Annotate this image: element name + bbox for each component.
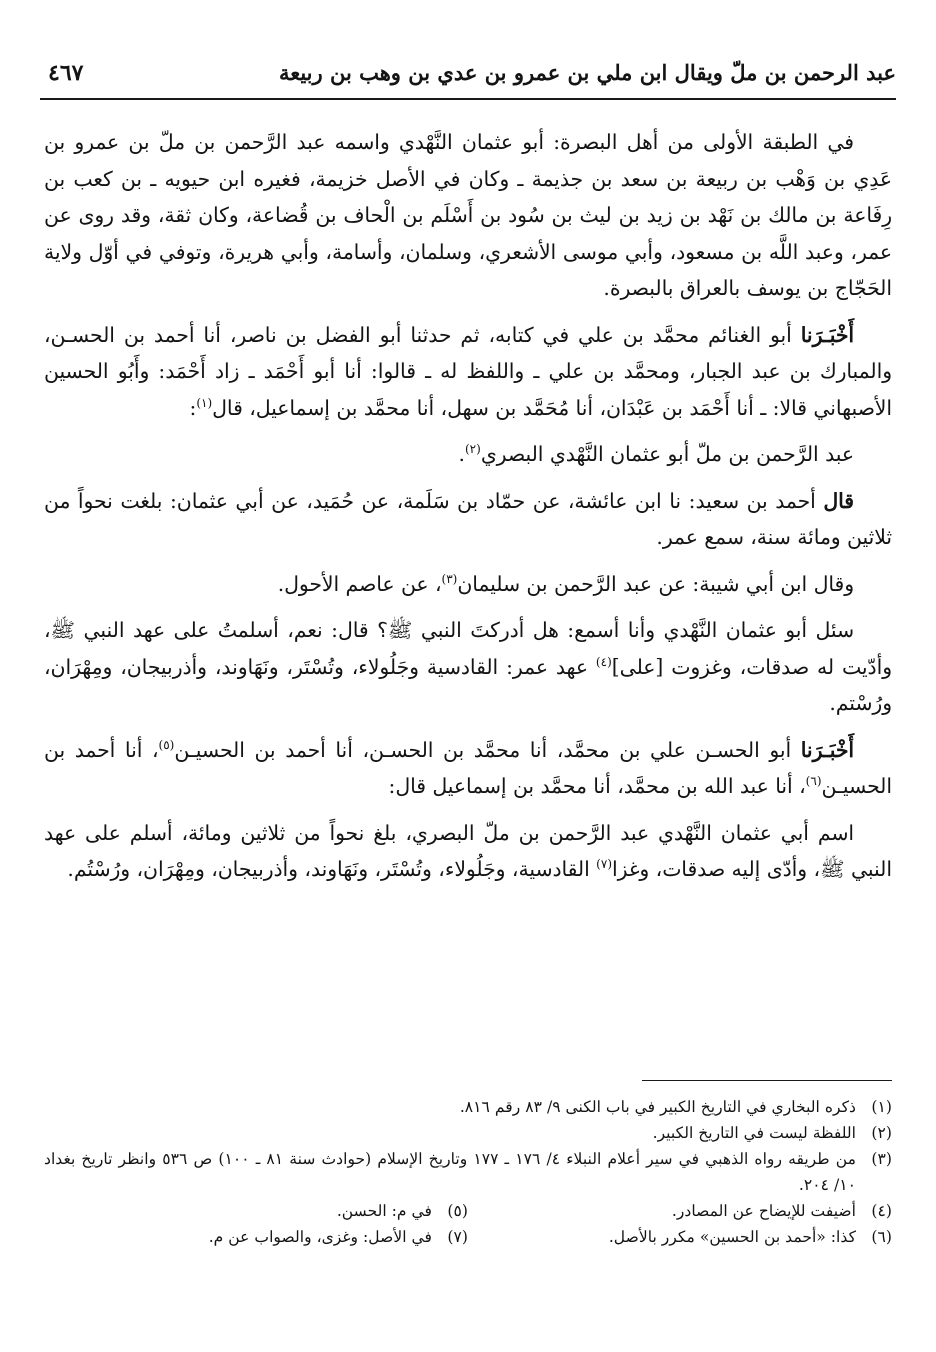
footnote-number: (٤) xyxy=(871,1202,892,1220)
footnote-number: (٢) xyxy=(871,1124,892,1142)
paragraph-text: في الطبقة الأولى من أهل البصرة: أبو عثمان النَّهْدي واسمه عبد الرَّحمن بن ملّ بن عمرو بن عَدِي بن وَهْب بن ربيعة بن سعد بن جذيمة ـ وكان في الأصل خزيمة، فغيره ابن حيويه ـ بن كعب بن رِفَاعة بن مالك بن نَهْد بن زيد بن ليث بن سُود بن أَسْلَم بن الْحاف بن قُضاعة، وكان ثقة، وقد روى عن عمر، وعبد اللَّه بن مسعود، وأبي موسى الأشعري، وسلمان، وأسامة، وأبي هريرة، وتوفي في أوّل ولاية الحَجّاج بن يوسف بالعراق بالبصرة. xyxy=(44,130,892,300)
footnote-ref[interactable]: (٧) xyxy=(596,857,612,872)
footnote-ref[interactable]: (١) xyxy=(196,395,213,410)
footnote-number: (١) xyxy=(871,1098,892,1116)
lead-word: أَخْبَـرَنا xyxy=(800,322,854,347)
paragraph-bukhari xyxy=(44,815,892,888)
footnote-text: في الأصل: وغزى، والصواب عن م. xyxy=(208,1228,432,1246)
paragraph-tail: القادسية، وجَلُولاء، وتُسْتَر، ونَهَاوند، وأذربيجان، ومِهْرَان، ورُسْتُم. xyxy=(67,857,597,881)
page-header xyxy=(40,56,896,100)
lead-word: أَخْبَـرَنا xyxy=(800,737,854,762)
footnote-ref[interactable]: (٢) xyxy=(464,442,481,457)
footnotes xyxy=(44,1094,892,1250)
paragraph-isnad-2 xyxy=(44,732,892,805)
footnote-item xyxy=(44,1224,468,1250)
paragraph-text: أبو الحسـن علي بن محمَّد، أنا محمَّد بن الحسـن، أنا أحمد بن الحسيـن xyxy=(174,737,801,762)
footnote-text: في م: الحسن. xyxy=(336,1202,432,1220)
footnote-item xyxy=(44,1146,892,1198)
paragraph-text: وقال ابن أبي شيبة: عن عبد الرَّحمن بن سليمان xyxy=(457,571,854,596)
footnote-number: (٧) xyxy=(447,1228,468,1246)
footnote-text: اللفظة ليست في التاريخ الكبير. xyxy=(652,1124,856,1142)
footnote-number: (٣) xyxy=(871,1150,892,1168)
paragraph-name xyxy=(44,436,892,473)
paragraph-ibn-saad xyxy=(44,483,892,556)
footnote-row xyxy=(44,1224,892,1250)
paragraph-text: أبو الغنائم محمَّد بن علي في كتابه، ثم حدثنا أبو الفضل بن ناصر، أنا أحمد بن الحسـن، والمبارك بن عبد الجبار، ومحمَّد بن علي ـ واللفظ له ـ قالوا: أنا أبو أَحْمَد ـ زاد أَحْمَد: وأَبُو الحسين الأصبهاني قالا: ـ أنا أَحْمَد بن عَبْدَان، أنا مُحَمَّد بن سهل، أنا محمَّد بن إسماعيل، قال xyxy=(44,322,892,420)
footnote-number: (٥) xyxy=(447,1202,468,1220)
footnote-text: كذا: «أحمد بن الحسين» مكرر بالأصل. xyxy=(608,1228,856,1246)
main-text xyxy=(44,124,892,898)
footnote-text: ذكره البخاري في التاريخ الكبير في باب الكنى ٩/ ٨٣ رقم ٨١٦. xyxy=(459,1098,856,1116)
footnote-text: أضيفت للإيضاح عن المصادر. xyxy=(671,1202,856,1220)
footnote-ref[interactable]: (٤) xyxy=(595,654,612,669)
footnote-item xyxy=(468,1224,892,1250)
page-number: ٤٦٧ xyxy=(48,60,84,86)
paragraph-text: عبد الرَّحمن بن ملّ أبو عثمان النَّهْدي البصري xyxy=(480,442,854,466)
footnote-item xyxy=(468,1198,892,1224)
paragraph-isnad-1 xyxy=(44,317,892,427)
footnote-item xyxy=(44,1120,892,1146)
paragraph-question xyxy=(44,612,892,722)
running-title: عبد الرحمن بن ملّ ويقال ابن ملي بن عمرو بن عدي بن وهب بن ربيعة xyxy=(278,60,896,85)
footnote-item xyxy=(44,1094,892,1120)
footnote-number: (٦) xyxy=(871,1228,892,1246)
paragraph-text: أحمد بن سعيد: نا ابن عائشة، عن حمّاد بن سَلَمة، عن حُمَيد، عن أبي عثمان: بلغت نحواً من ثلاثين ومائة سنة، سمع عمر. xyxy=(44,488,892,549)
header-rule xyxy=(40,98,896,100)
paragraph-text: سئل أبو عثمان النَّهْدي وأنا أسمع: هل أدركتَ النبي ﷺ؟ قال: نعم، أسلمتُ على عهد النبي ﷺ، وأدّيت له صدقات، وغزوت [على] xyxy=(44,618,892,679)
footnote-ref[interactable]: (٦) xyxy=(805,774,822,789)
footnote-item xyxy=(44,1198,468,1224)
paragraph-text: اسم أبي عثمان النَّهْدي عبد الرَّحمن بن ملّ البصري، بلغ نحواً من ثلاثين ومائة، أسلم على عهد النبي ﷺ، وأدّى إليه صدقات، وغزا xyxy=(44,820,892,881)
paragraph-tail: . xyxy=(458,442,465,466)
paragraph-tail: ، عن عاصم الأحول. xyxy=(277,571,442,596)
footnote-text: من طريقه رواه الذهبي في سير أعلام النبلاء ٤/ ١٧٦ ـ ١٧٧ وتاريخ الإسلام (حوادث سنة ٨١ ـ ١٠٠) ص ٥٣٦ وانظر تاريخ بغداد ١٠/ ٢٠٤. xyxy=(44,1150,857,1194)
paragraph-tail: ، أنا عبد الله بن محمَّد، أنا محمَّد بن إسماعيل قال: xyxy=(388,774,806,798)
footnote-row xyxy=(44,1198,892,1224)
footnote-ref[interactable]: (٥) xyxy=(158,737,175,752)
paragraph-ibn-abi-shayba xyxy=(44,566,892,603)
footnote-separator xyxy=(642,1080,892,1081)
paragraph-tail: : xyxy=(189,395,197,420)
paragraph-intro xyxy=(44,124,892,307)
footnote-ref[interactable]: (٣) xyxy=(441,571,458,586)
lead-word: قال xyxy=(823,488,854,513)
paragraph-tail: عهد عمر: القادسية وجَلُولاء، وتُسْتَر، ونَهَاوند، وأذربيجان، ومِهْرَان، ورُسْتم. xyxy=(44,654,892,715)
paragraph-tail: ، أنا أحمد بن الحسيـن xyxy=(44,737,892,798)
